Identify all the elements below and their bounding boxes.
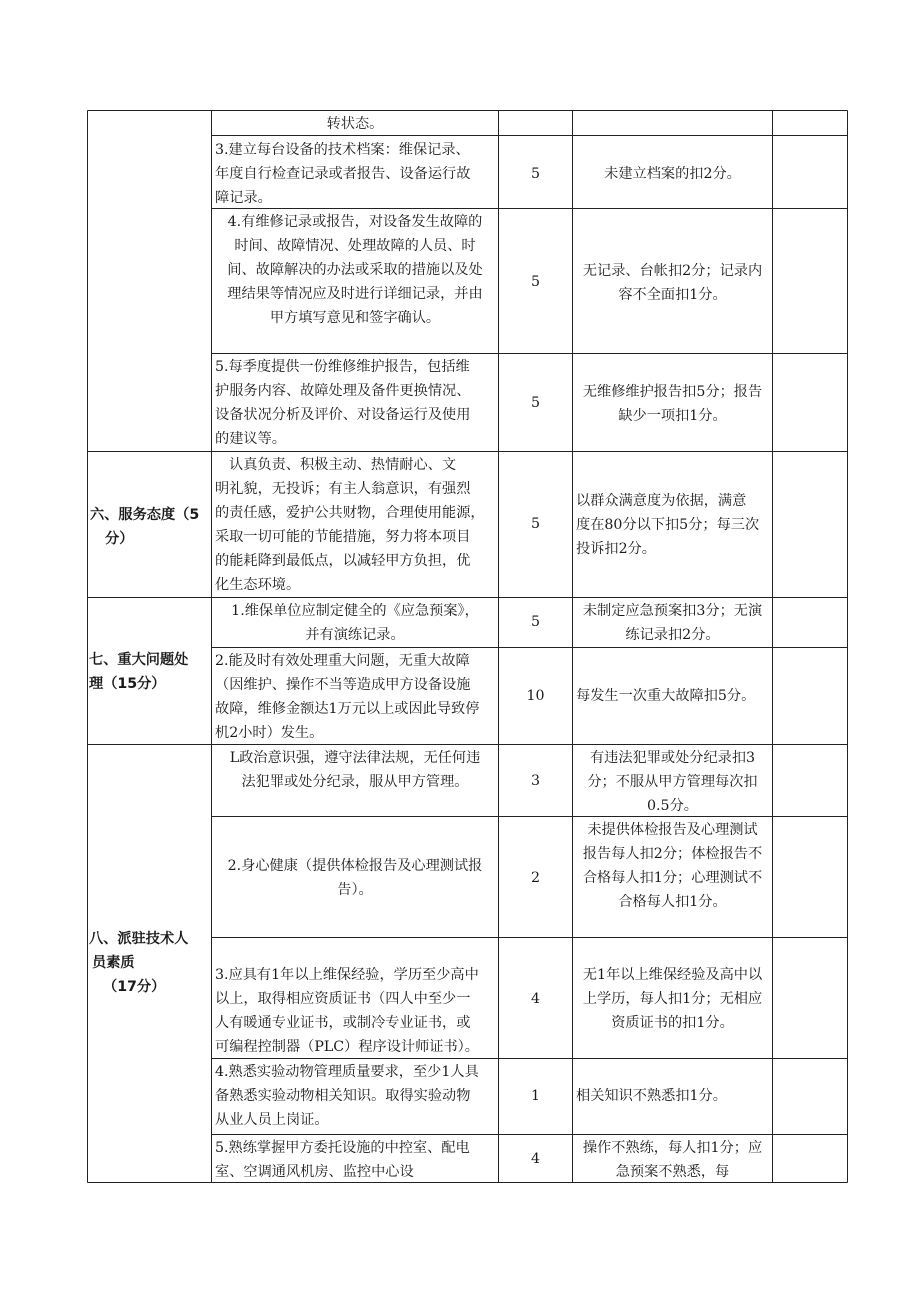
content-line: 护服务内容、故障处理及备件更换情况、 (215, 383, 471, 399)
rule-line: 上学历，每人扣1分；无相应 (582, 991, 763, 1007)
rule-line: 0.5分。 (647, 798, 698, 814)
content-line: 从业人员上岗证。 (215, 1112, 329, 1128)
content-line: 的责任感，爱护公共财物，合理使用能源， (215, 505, 485, 521)
rule-line: 分；不服从甲方管理每次扣 (587, 774, 758, 790)
content-line: 间、故障解决的办法或采取的措施以及处 (227, 262, 483, 278)
content-line: 理结果等情况应及时进行详细记录，并由 (227, 286, 483, 302)
category-line: （17分） (103, 979, 166, 995)
content-line: L政治意识强，遵守法律法规，无任何违 (229, 750, 481, 766)
rule-line: 度在80分以下扣5分；每三次 (576, 517, 760, 533)
content-line: 告）。 (337, 882, 373, 898)
rule-line: 合格每人扣1分；心理测试不 (582, 870, 763, 886)
table-row-rule (573, 259, 772, 307)
category-line: 员素质 (92, 955, 135, 971)
table-row-rule (573, 684, 772, 708)
rule-line: 相关知识不熟悉扣1分。 (576, 1088, 727, 1104)
table-row-rule (573, 1084, 772, 1108)
table-row-score: 5 (530, 274, 541, 290)
content-line: 设备状况分析及评价、对设备运行及使用 (215, 407, 471, 423)
content-line: 甲方填写意见和签字确认。 (269, 310, 441, 326)
category-line: 分） (105, 531, 134, 547)
category-line: 六、服务态度（5 (90, 507, 200, 523)
content-line: 法犯罪或处分纪录，服从甲方管理。 (241, 774, 469, 790)
content-line: 的能耗降到最低点，以减轻甲方负担，优 (215, 553, 471, 569)
content-line: 人有暖通专业证书，或制冷专业证书，或 (215, 1015, 471, 1031)
table-row-content (212, 963, 498, 1059)
rule-line: 未提供体检报告及心理测试 (587, 822, 758, 838)
table-row-rule (573, 380, 772, 428)
content-line: （因维护、操作不当等造成甲方设备设施 (215, 677, 471, 693)
content-line: 4.有维修记录或报告，对设备发生故障的 (227, 214, 483, 230)
rule-line: 未制定应急预案扣3分；无演 (582, 603, 763, 619)
content-line: 采取一切可能的节能措施，努力将本项目 (215, 529, 471, 545)
table-row-rule (573, 489, 772, 561)
table-row-rule (573, 746, 772, 818)
table-row-rule (573, 599, 772, 647)
content-line: 的建议等。 (215, 431, 286, 447)
content-line: 化生态环境。 (215, 577, 301, 593)
table-row-content (212, 599, 498, 647)
content-line: 备熟悉实验动物相关知识。取得实验动物 (215, 1088, 471, 1104)
table-row-score: 10 (526, 688, 545, 704)
content-line: 5.熟练掌握甲方委托设施的中控室、配电 (215, 1140, 470, 1156)
rule-line: 有违法犯罪或处分纪录扣3 (589, 750, 756, 766)
content-line: 时间、故障情况、处理故障的人员、时 (234, 238, 476, 254)
content-line: 障记录。 (215, 190, 272, 206)
table-row-content (212, 138, 498, 210)
content-line: 机2小时）发生。 (215, 725, 324, 741)
table-row-content (212, 1060, 498, 1132)
category-staff-quality (89, 927, 211, 999)
rule-line: 无记录、台帐扣2分；记录内 (582, 263, 763, 279)
table-row-score: 5 (530, 614, 541, 630)
rule-line: 每发生一次重大故障扣5分。 (576, 688, 756, 704)
content-line: 故障，维修金额达1万元以上或因此导致停 (215, 701, 480, 717)
category-line: 七、重大问题处 (89, 652, 189, 668)
content-line: 3.应具有1年以上维保经验，学历至少高中 (215, 967, 479, 983)
rule-line: 无维修维护报告扣5分；报告 (582, 384, 763, 400)
rule-line: 未建立档案的扣2分。 (604, 166, 741, 182)
rule-line: 练记录扣2分。 (625, 627, 720, 643)
rule-line: 投诉扣2分。 (576, 541, 656, 557)
table-row-score: 2 (530, 870, 541, 886)
table-row-rule (573, 963, 772, 1035)
content-line: 2.身心健康（提供体检报告及心理测试报 (227, 858, 483, 874)
content-line: 明礼貌，无投诉；有主人翁意识，有强烈 (215, 481, 471, 497)
table-row-content (212, 746, 498, 794)
table-row-rule (573, 162, 772, 186)
category-line: 八、派驻技术人 (89, 931, 189, 947)
content-line: 5.每季度提供一份维修维护报告，包括维 (215, 359, 470, 375)
content-line: 4.熟悉实验动物管理质量要求，至少1人具 (215, 1064, 479, 1080)
table-row-score: 5 (530, 166, 541, 182)
content-line: 认真负责、积极主动、热情耐心、文 (229, 457, 457, 473)
content-line: 转状态。 (326, 116, 384, 132)
category-line: 理（15分） (89, 676, 166, 692)
content-line: 1.维保单位应制定健全的《应急预案》， (231, 603, 479, 619)
table-row-score: 5 (530, 395, 541, 411)
rule-line: 资质证书的扣1分。 (611, 1015, 734, 1031)
table-row-content (212, 649, 498, 745)
rule-line: 操作不熟练，每人扣1分；应 (582, 1140, 763, 1156)
table-row-score: 4 (530, 991, 541, 1007)
table-row-content (212, 210, 498, 330)
content-line: 年度自行检查记录或者报告、设备运行故 (215, 166, 471, 182)
table-row-content (212, 854, 498, 902)
table-row-score: 5 (530, 516, 541, 532)
rule-line: 缺少一项扣1分。 (618, 408, 727, 424)
table-row-score: 4 (530, 1151, 541, 1167)
table-row-score: 3 (530, 773, 541, 789)
table-row-score: 1 (530, 1088, 541, 1104)
content-line: 室、空调通风机房、监控中心设 (215, 1164, 414, 1180)
rule-line: 急预案不熟悉，每 (615, 1164, 730, 1180)
content-line: 并有演练记录。 (305, 627, 405, 643)
table-row-content (212, 112, 498, 136)
rule-line: 报告每人扣2分；体检报告不 (582, 846, 763, 862)
rule-line: 容不全面扣1分。 (618, 287, 727, 303)
table-row-rule (573, 818, 772, 914)
table-row-content (212, 1136, 498, 1184)
table-row-content (212, 453, 498, 597)
table-row-rule (573, 1136, 772, 1184)
content-line: 以上，取得相应资质证书（四人中至少一 (215, 991, 471, 1007)
rule-line: 合格每人扣1分。 (618, 894, 727, 910)
category-service-attitude (89, 503, 211, 551)
category-major-issues (89, 648, 211, 696)
content-line: 3.建立每台设备的技术档案：维保记录、 (215, 142, 470, 158)
rule-line: 无1年以上维保经验及高中以 (582, 967, 763, 983)
table-row-content (212, 355, 498, 451)
content-line: 2.能及时有效处理重大问题，无重大故障 (215, 653, 470, 669)
rule-line: 以群众满意度为依据，满意 (576, 493, 747, 509)
content-line: 可编程控制器（PLC）程序设计师证书）。 (215, 1039, 479, 1055)
